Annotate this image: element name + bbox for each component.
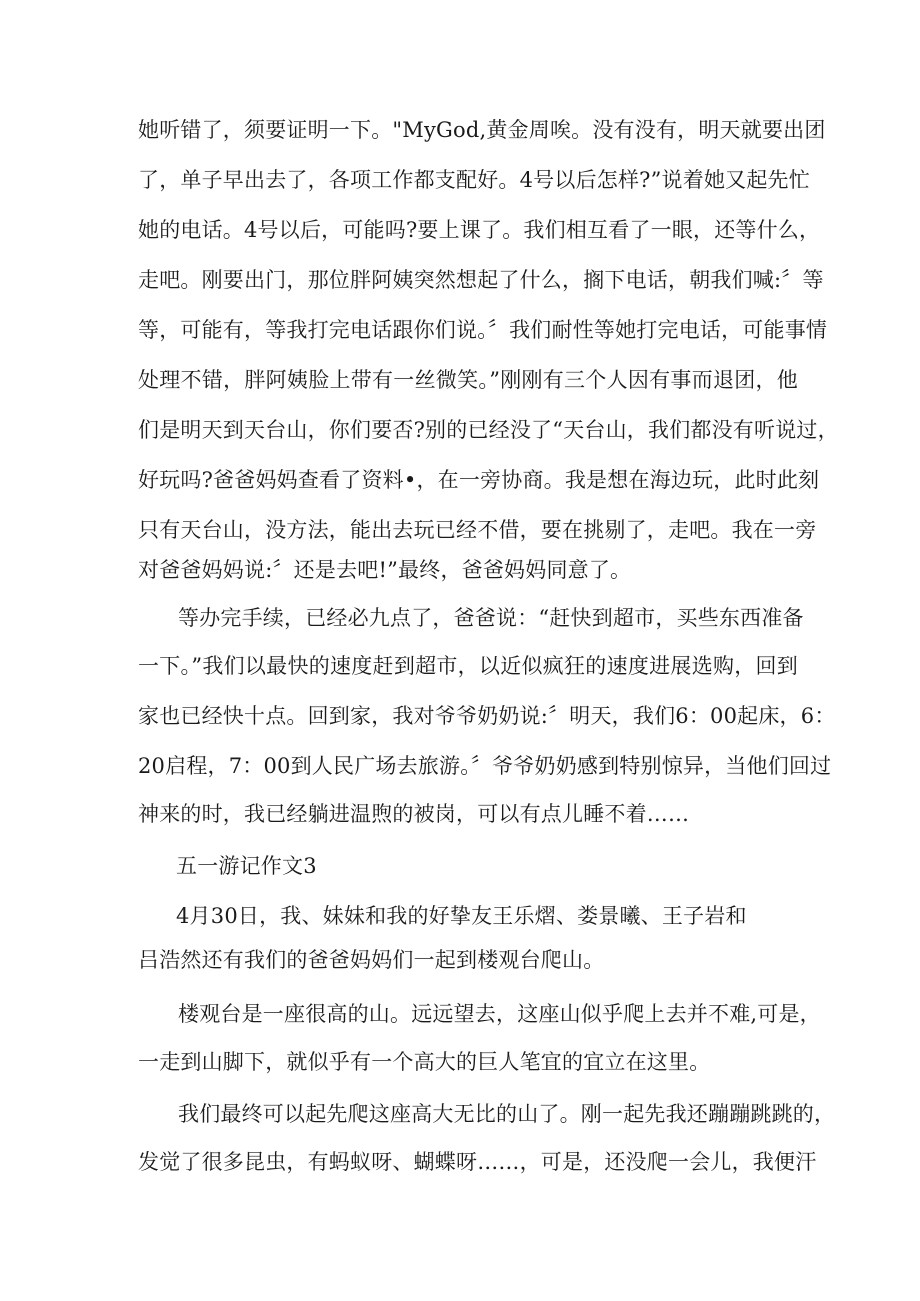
text-line: 对爸爸妈妈说:〞还是去吧!”最终，爸爸妈妈同意了。 [138, 558, 632, 582]
text-line: 们是明天到天台山，你们要否?别的已经没了“天台山，我们都没有听说过， [138, 418, 839, 442]
text-line: 只有天台山，没方法，能出去玩已经不借，要在挑剔了，走吧。我在一旁 [138, 518, 817, 542]
text-line: 4月30日，我、妹妹和我的好挚友王乐熠、娄景曦、王子岩和 [176, 904, 747, 928]
text-line: 楼观台是一座很高的山。远远望去，这座山似乎爬上去并不难,可是， [178, 1002, 821, 1026]
text-line: 她听错了，须要证明一下。"MyGod,黄金周唉。没有没有，明天就要出团 [138, 118, 826, 142]
text-line: 了，单子早出去了，各项工作都支配好。4号以后怎样?”说着她又起先忙 [138, 168, 810, 192]
text-line: 好玩吗?爸爸妈妈查看了资料•，在一旁协商。我是想在海边玩，此时此刻 [138, 468, 820, 492]
text-line: 家也已经快十点。回到家，我对爷爷奶奶说:〞明天，我们6：00起床，6： [138, 704, 836, 728]
text-line: 神来的时，我已经躺进温煦的被岗，可以有点儿睡不着…… [138, 802, 690, 826]
text-line: 20启程，7：00到人民广场去旅游。〞爷爷奶奶感到特别惊异，当他们回过 [138, 754, 832, 778]
text-line: 吕浩然还有我们的爸爸妈妈们一起到楼观台爬山。 [138, 948, 605, 972]
section-heading: 五一游记作文3 [176, 854, 317, 878]
text-line: 一下。”我们以最快的速度赶到超市，以近似疯狂的速度进展选购，回到 [138, 654, 798, 678]
text-line: 一走到山脚下，就似乎有一个高大的巨人笔宜的宜立在这里。 [138, 1050, 711, 1074]
text-line: 等办完手续，已经必九点了，爸爸说：“赶快到超市，买些东西准备 [178, 606, 804, 630]
text-line: 我们最终可以起先爬这座高大无比的山了。刚一起先我还蹦蹦跳跳的， [178, 1102, 836, 1126]
text-line: 发觉了很多昆虫，有蚂蚁呀、蝴蝶呀……，可是，还没爬一会儿，我便汗 [138, 1150, 817, 1174]
text-line: 走吧。刚要出门，那位胖阿姨突然想起了什么，搁下电话，朝我们喊:〞等 [138, 268, 824, 292]
text-line: 处理不错，胖阿姨脸上带有一丝微笑。”刚刚有三个人因有事而退团，他 [138, 368, 798, 392]
text-line: 她的电话。4号以后，可能吗?要上课了。我们相互看了一眼，还等什么， [138, 218, 821, 242]
text-line: 等，可能有，等我打完电话跟你们说。〞我们耐性等她打完电话，可能事情 [138, 318, 828, 342]
